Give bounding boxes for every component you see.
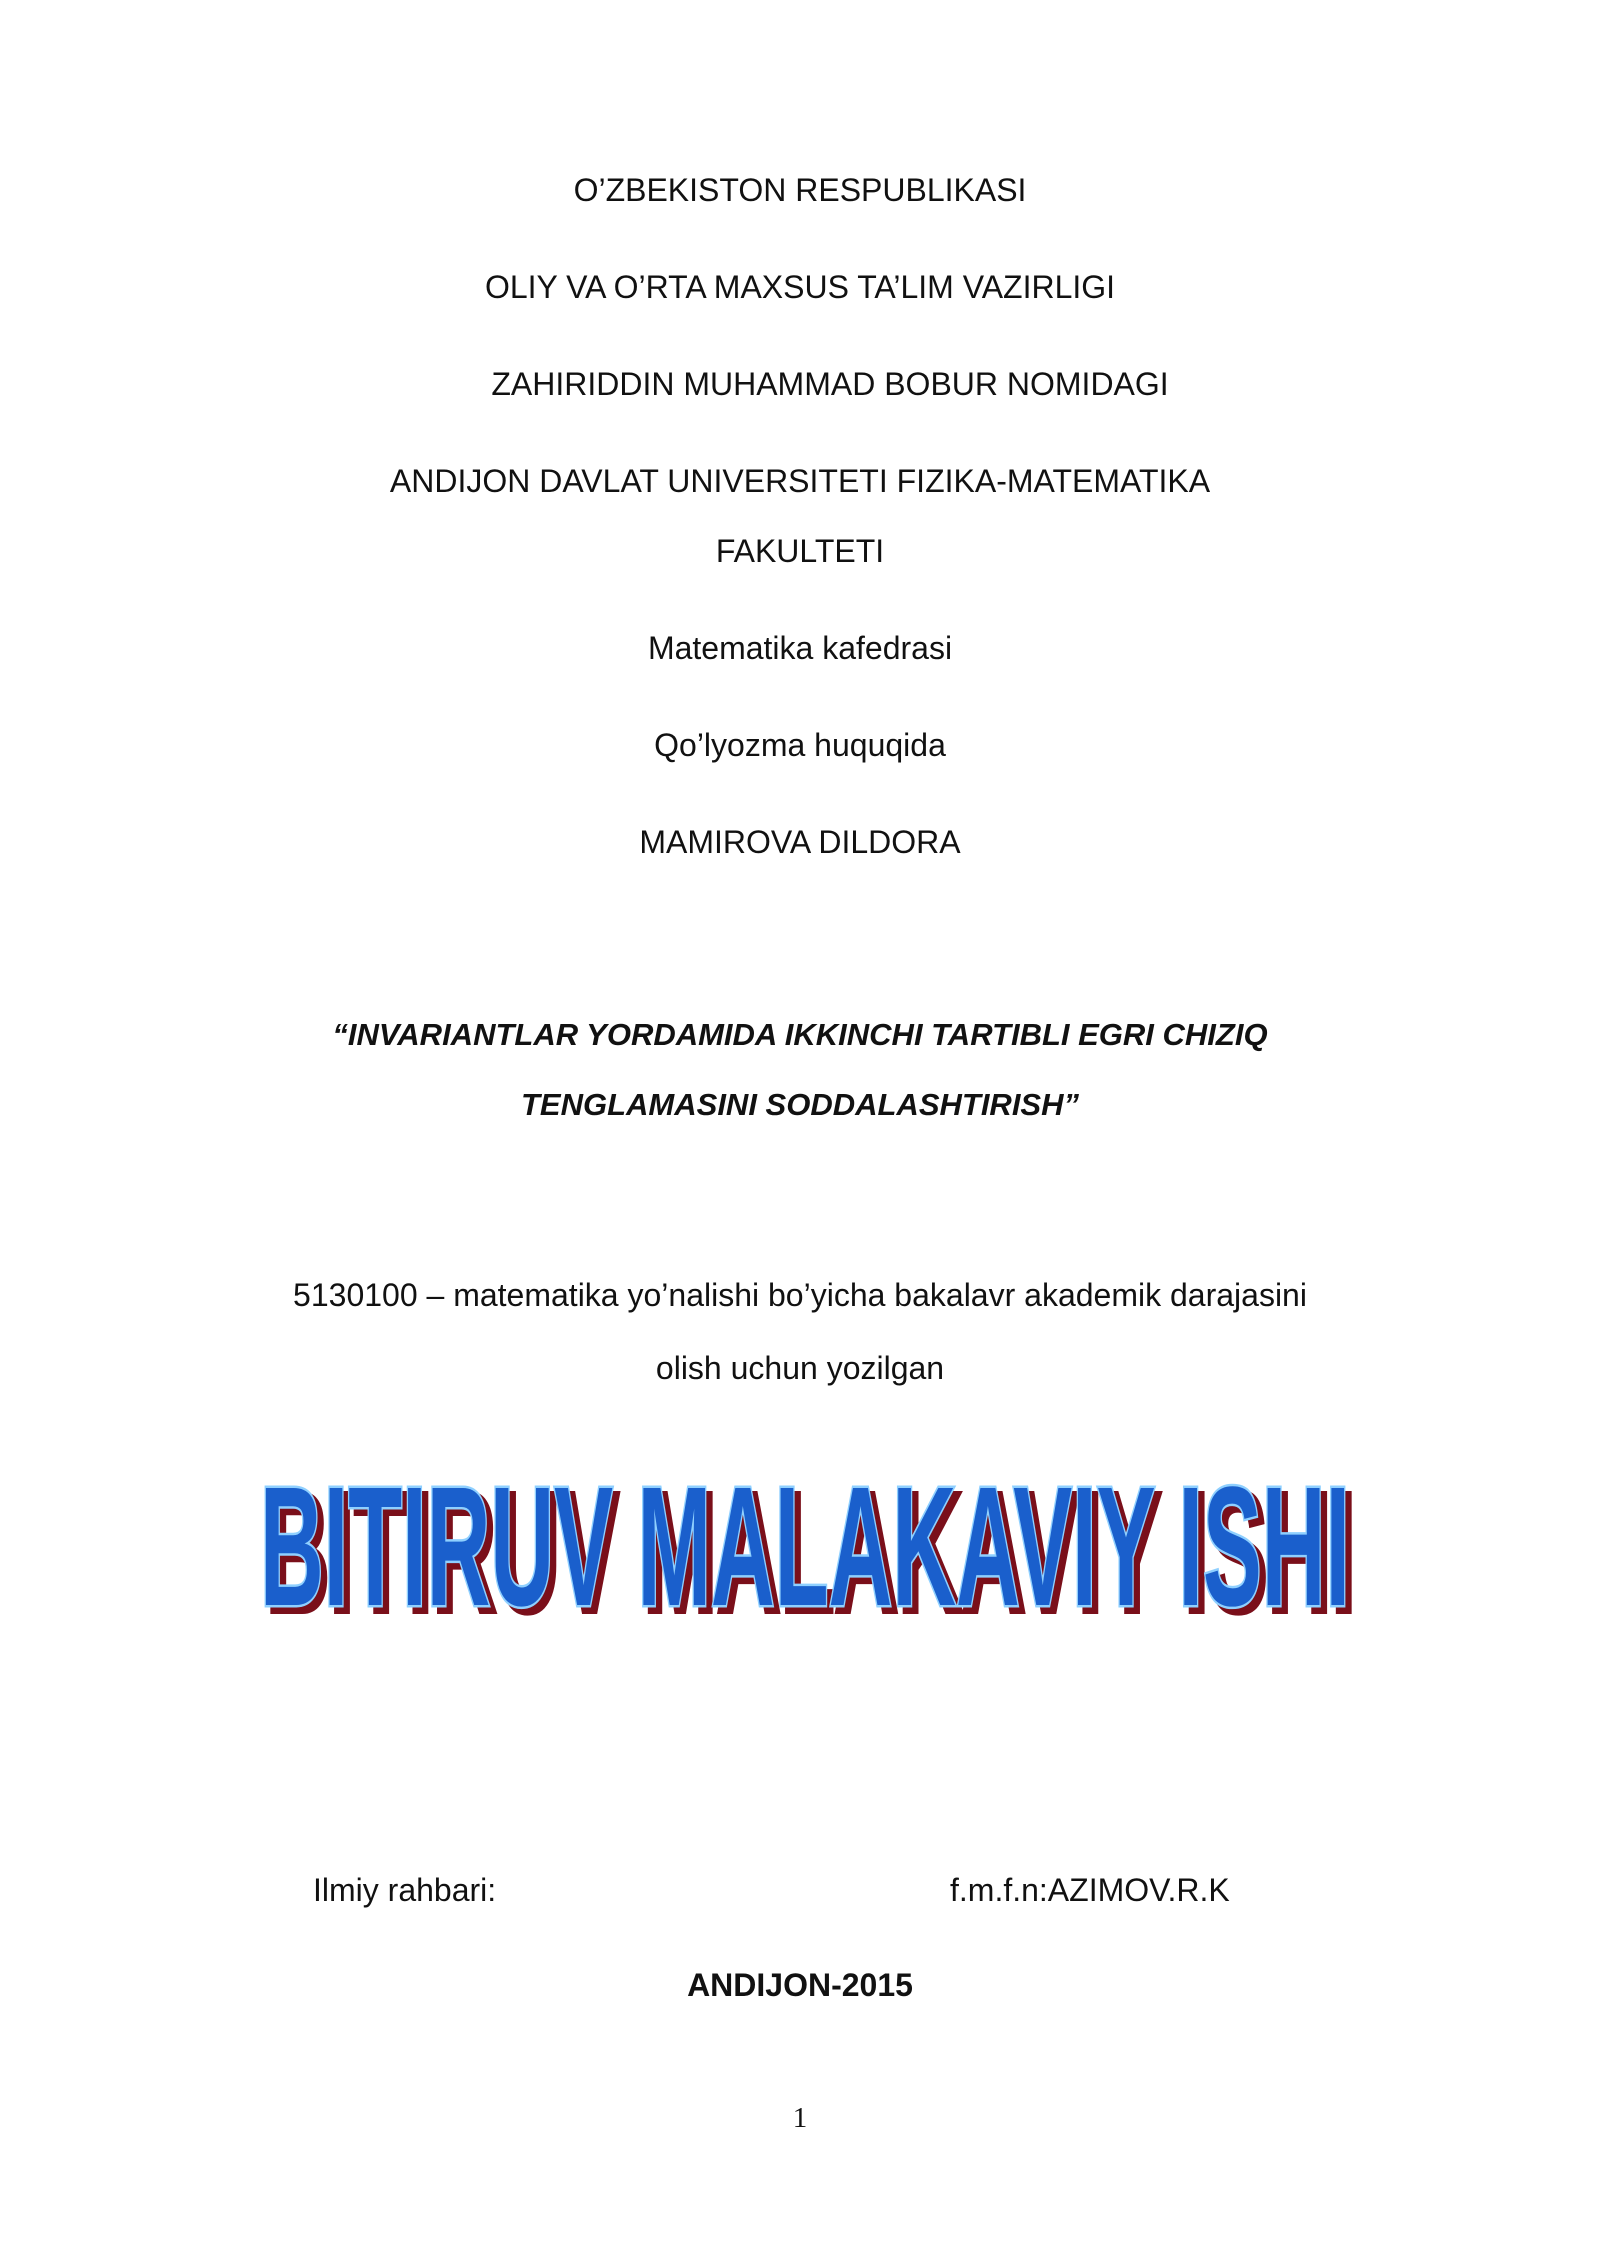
thesis-title-line1: “INVARIANTLAR YORDAMIDA IKKINCHI TARTIBLI EGRI CHIZIQ [332, 1017, 1268, 1052]
named-after-heading: ZAHIRIDDIN MUHAMMAD BOBUR NOMIDAGI [491, 366, 1169, 402]
degree-description-line1: 5130100 – matematika yo’nalishi bo’yicha bakalavr akademik darajasini [293, 1277, 1307, 1313]
supervisor-label: Ilmiy rahbari: [313, 1872, 497, 1908]
republic-heading: O’ZBEKISTON RESPUBLIKASI [573, 172, 1027, 208]
ministry-heading: OLIY VA O’RTA MAXSUS TA’LIM VAZIRLIGI [484, 269, 1116, 305]
city-year: ANDIJON-2015 [687, 1967, 913, 2003]
university-heading-line1: ANDIJON DAVLAT UNIVERSITETI FIZIKA-MATEMATIKA [389, 463, 1211, 499]
banner-wordart [250, 1425, 1360, 1625]
university-heading-line2: FAKULTETI [715, 533, 885, 569]
page-number: 1 [792, 2102, 808, 2134]
banner-main-text: BITIRUV MALAKAVIY ISHI [260, 1452, 1350, 1625]
supervisor-name: f.m.f.n:AZIMOV.R.K [950, 1872, 1230, 1908]
degree-description-line2: olish uchun yozilgan [655, 1350, 945, 1386]
banner-shadow-text: BITIRUV MALAKAVIY ISHI [266, 1458, 1356, 1625]
thesis-type-banner [250, 1425, 1360, 1625]
thesis-title-line2: TENGLAMASINI SODDALASHTIRISH” [521, 1087, 1079, 1122]
author-name: MAMIROVA DILDORA [639, 824, 961, 860]
manuscript-note: Qo’lyozma huquqida [654, 727, 946, 763]
department-name: Matematika kafedrasi [647, 630, 953, 666]
